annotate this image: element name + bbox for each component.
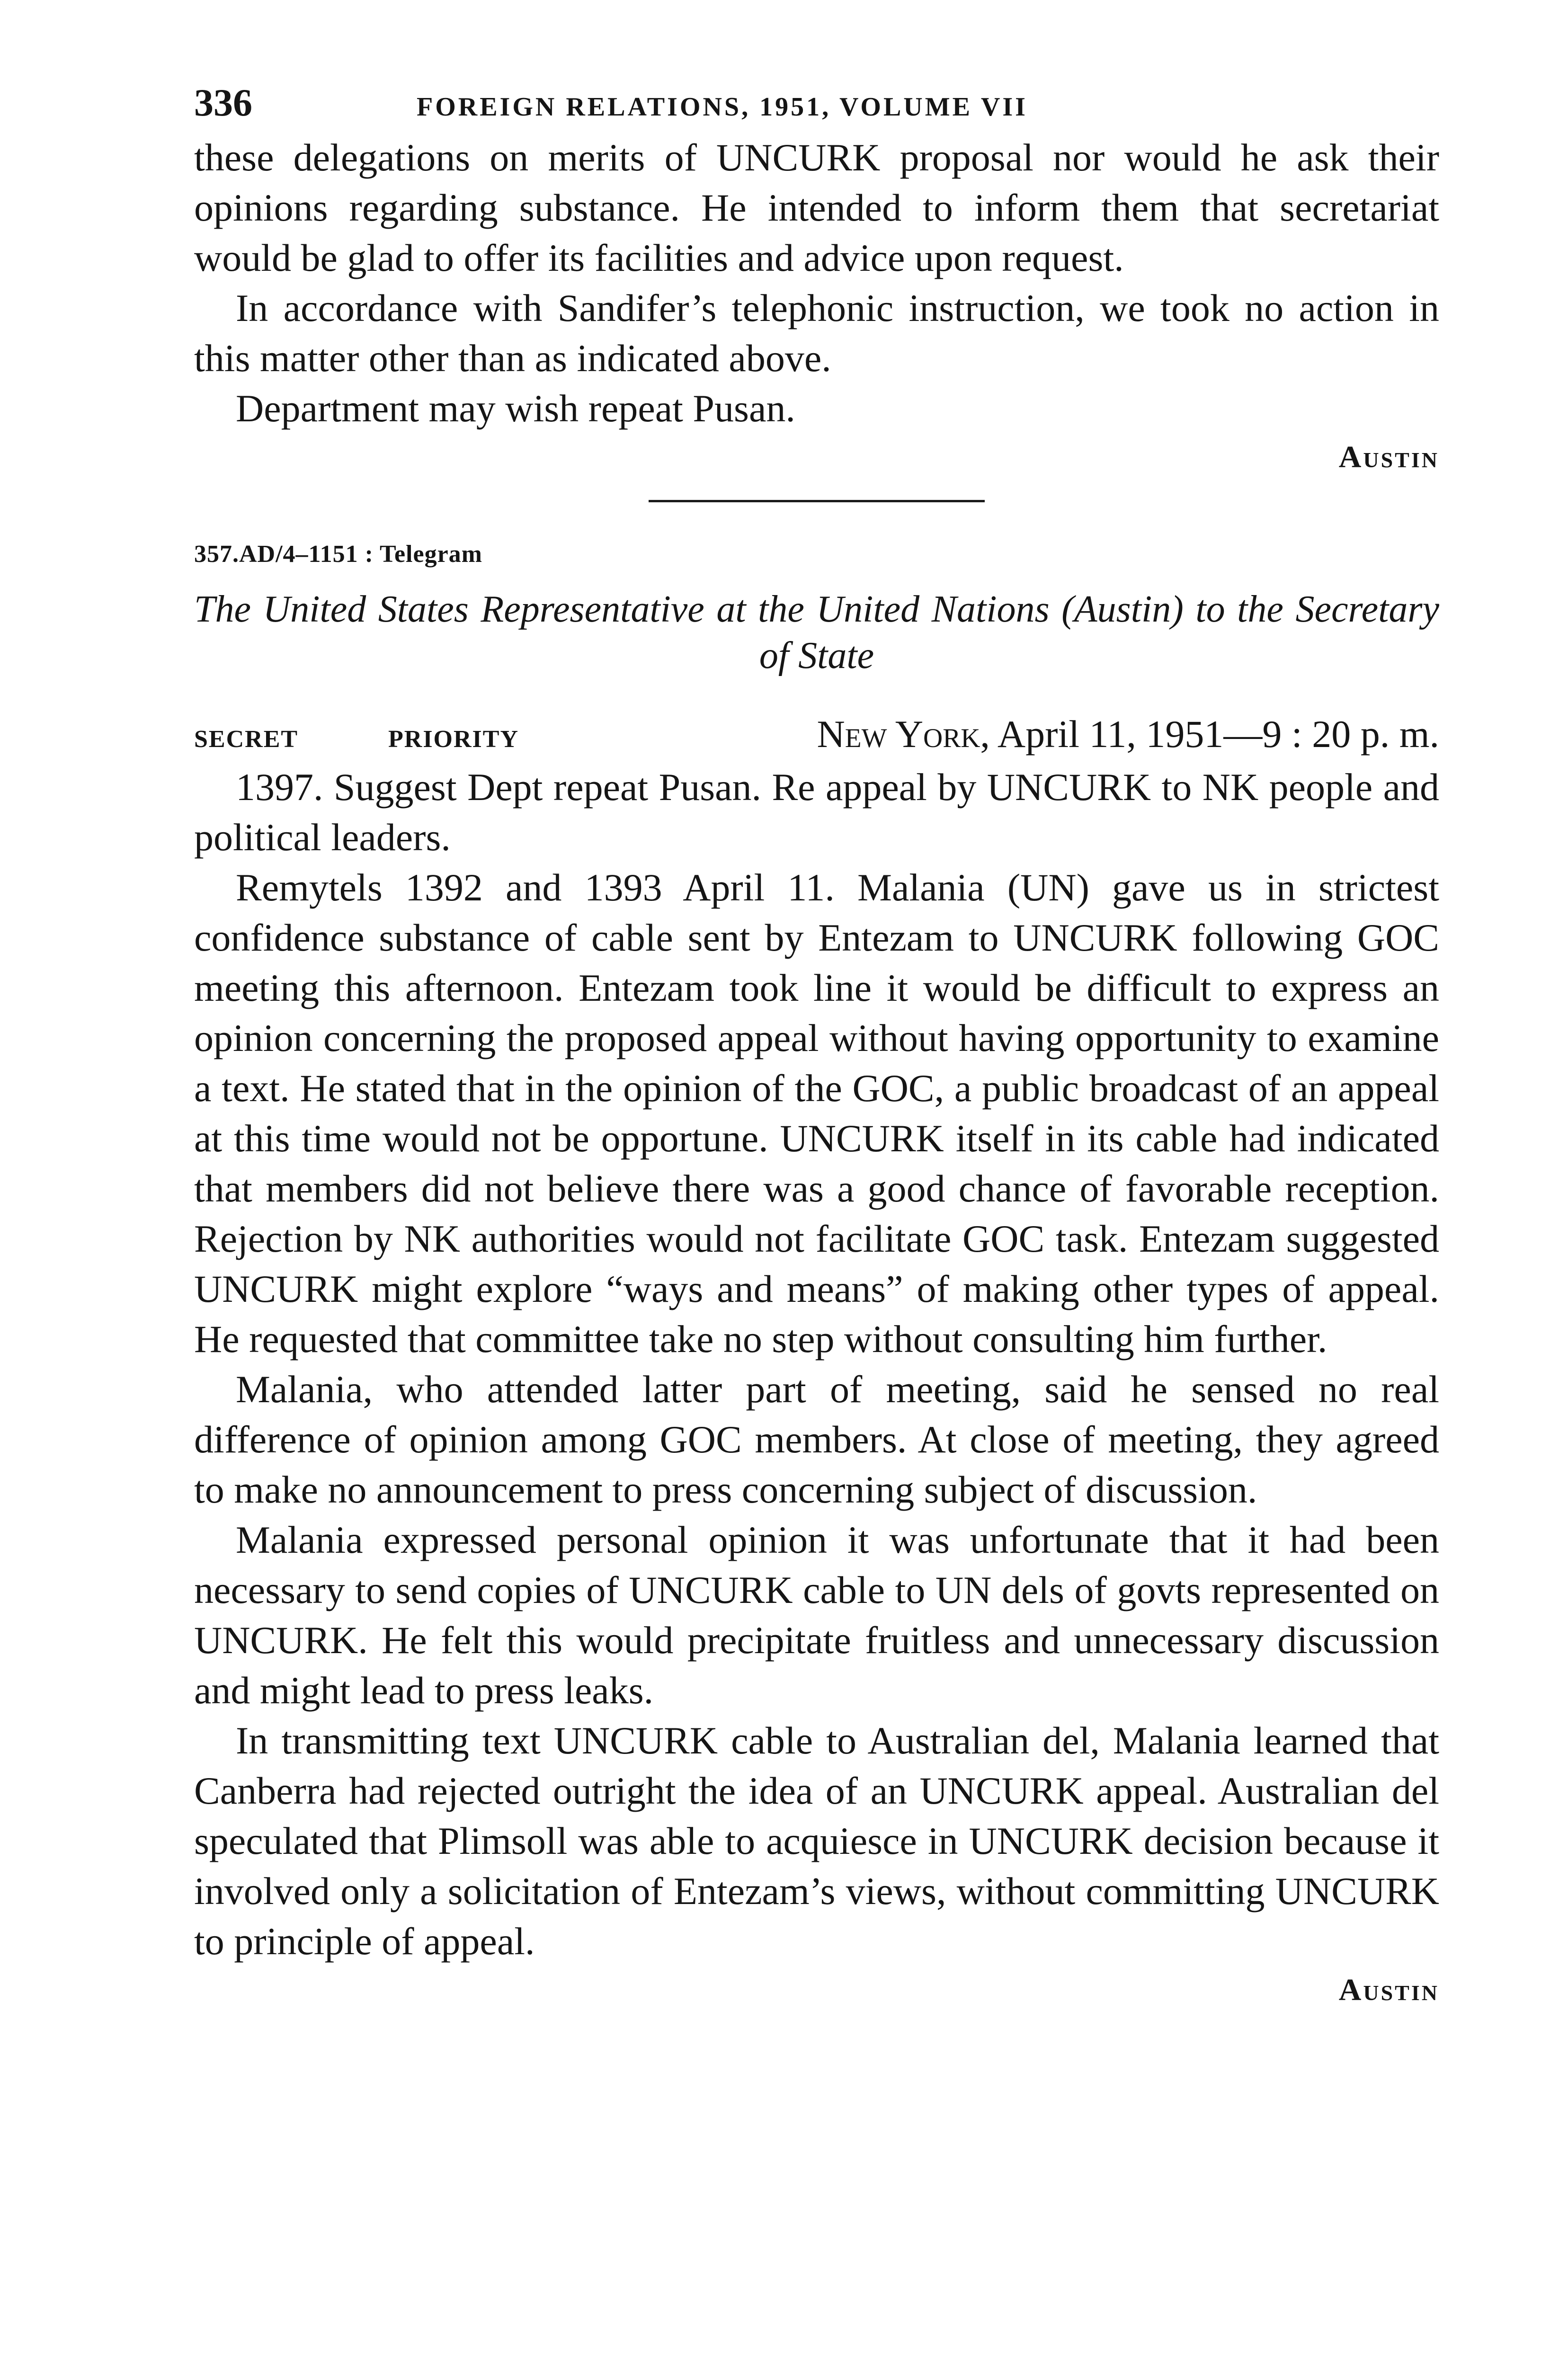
running-title: FOREIGN RELATIONS, 1951, VOLUME VII <box>417 92 1028 122</box>
signature: Austin <box>1338 440 1439 474</box>
document-heading: The United States Representative at the United Nations (Austin) to the Secretary of State <box>194 588 1439 676</box>
telegram-paragraph: 1397. Suggest Dept repeat Pusan. Re appeal by UNCURK to NK people and political leaders. <box>194 765 1439 859</box>
page-number: 336 <box>194 81 252 124</box>
signature: Austin <box>1338 1973 1439 2007</box>
telegram-paragraph: Malania expressed personal opinion it was unfortunate that it had been necessary to send copies of UNCURK cable to UN dels of govts represented on UNCURK. He felt this would precipitate fruitless and unnecessary discussion and might lead to press leaks. <box>194 1518 1439 1712</box>
classification-secret: SECRET <box>194 726 299 753</box>
telegram-document <box>194 540 1439 2008</box>
continuation-paragraph: these delegations on merits of UNCURK proposal nor would he ask their opinions regarding substance. He intended to inform them that secretariat would be glad to offer its facilities and advice upon request. <box>194 136 1439 279</box>
file-reference: 357.AD/4–1151 : Telegram <box>194 541 482 568</box>
telegram-paragraph: In transmitting text UNCURK cable to Australian del, Malania learned that Canberra had rejected outright the idea of an UNCURK appeal. Australian del speculated that Plimsoll was able to acquiesce in UNCURK decision because it involved only a solicitation of Entezam’s views, without committing UNCURK to principle of appeal. <box>194 1719 1439 1963</box>
section-divider <box>649 500 985 502</box>
date: , April 11, 1951—9 : 20 p. m. <box>980 712 1439 756</box>
place-and-date <box>611 712 1439 756</box>
telegram-paragraph: Malania, who attended latter part of meeting, said he sensed no real difference of opinion among GOC members. At close of meeting, they agreed to make no announcement to press concerning subject of discussion. <box>194 1368 1439 1511</box>
dateline <box>194 712 1439 762</box>
continuation-paragraph: In accordance with Sandifer’s telephonic instruction, we took no action in this matter other than as indicated above. <box>194 286 1439 380</box>
running-head <box>194 80 1439 133</box>
classification-priority: PRIORITY <box>388 726 519 753</box>
book-page <box>194 80 1439 2008</box>
telegram-paragraph: Remytels 1392 and 1393 April 11. Malania (UN) gave us in strictest confidence substance of cable sent by Entezam to UNCURK following GOC meeting this afternoon. Entezam took line it would be difficult to express an opinion concerning the proposed appeal without having opportunity to examine a text. He stated that in the opinion of the GOC, a public broadcast of an appeal at this time would not be opportune. UNCURK itself in its cable had indicated that members did not believe there was a good chance of favorable reception. Rejection by NK authorities would not facilitate GOC task. Entezam suggested UNCURK might explore “ways and means” of making other types of appeal. He requested that committee take no step without consulting him further. <box>194 866 1439 1361</box>
previous-document-continuation <box>194 133 1439 475</box>
continuation-paragraph: Department may wish repeat Pusan. <box>236 387 795 430</box>
place: New York <box>817 712 980 756</box>
